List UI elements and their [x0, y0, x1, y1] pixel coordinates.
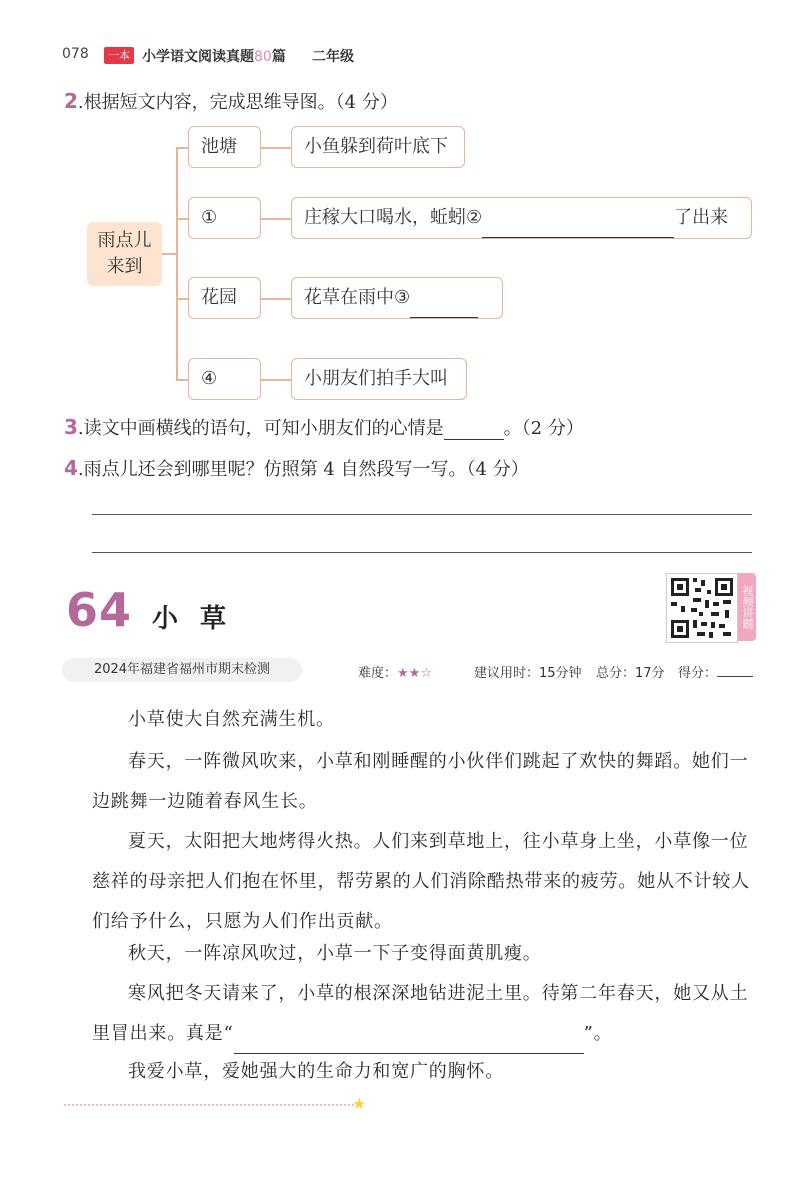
qr-code-graphic [667, 574, 737, 642]
question-4 [64, 455, 529, 481]
difficulty-label: 难度： [358, 666, 398, 681]
mind-map-content-3 [291, 277, 503, 319]
answer-line[interactable] [92, 514, 752, 515]
section-title: 小草 [152, 604, 249, 634]
question-3-number: 3 [64, 415, 78, 439]
suggested-time: 建议用时：15分钟 [474, 666, 582, 681]
mind-map-connector [261, 298, 291, 300]
score [678, 662, 753, 681]
passage-paragraph-5-before: 寒风把冬天请来了，小草的根深深地钻进泥土里。待第二年春天，她又从土里冒出来。真是“ [92, 983, 749, 1044]
source-label: 2024年福建省福州市期末检测 [62, 658, 302, 682]
passage-paragraph-2: 春天，一阵微风吹来，小草和刚睡醒的小伙伴们跳起了欢快的舞蹈。她们一边跳舞一边随着春风生长。 [92, 751, 749, 812]
grade-label: 二年级 [312, 49, 354, 65]
mind-map-place-4: ④ [188, 358, 261, 400]
passage-paragraph-5-after: ”。 [583, 1023, 613, 1044]
mind-map-place-1: 池塘 [188, 126, 261, 168]
brand-badge: 一本 [104, 47, 134, 64]
mind-map-connector [261, 379, 291, 381]
passage-paragraph-6: 我爱小草，爱她强大的生命力和宽广的胸怀。 [128, 1061, 504, 1082]
mind-map-connector [176, 147, 188, 149]
score-blank[interactable] [717, 664, 753, 677]
passage-paragraph-5 [92, 974, 757, 1054]
mind-map-content-2-after: 了出来 [674, 207, 729, 228]
mind-map-content-3-before: 花草在雨中③ [304, 287, 411, 308]
passage-paragraph-1: 小草使大自然充满生机。 [128, 709, 335, 730]
mind-map-content-1: 小鱼躲到荷叶底下 [291, 126, 465, 168]
mind-map-root-line2: 来到 [106, 256, 143, 277]
mind-map-root [87, 222, 162, 286]
star-icon: ★ [352, 1094, 367, 1113]
mind-map-place-3: 花园 [188, 277, 261, 319]
question-3-text-after: 。（2 分） [503, 418, 584, 439]
question-4-text: .雨点儿还会到哪里呢？仿照第 4 自然段写一写。（4 分） [77, 459, 529, 480]
page-number: 078 [62, 46, 89, 62]
answer-line[interactable] [92, 552, 752, 553]
fill-blank[interactable] [234, 1027, 584, 1054]
book-title-suffix: 篇 [271, 49, 286, 65]
fill-blank[interactable] [410, 293, 478, 318]
book-title-prefix: 小学语文阅读真题 [142, 49, 254, 65]
mind-map-place-2: ① [188, 197, 261, 239]
mind-map-connector [261, 147, 291, 149]
mind-map-connector [176, 379, 188, 381]
question-3-text-before: .读文中画横线的语句，可知小朋友们的心情是 [77, 418, 444, 439]
question-2-number: 2 [64, 89, 78, 113]
mind-map-content-4: 小朋友们拍手大叫 [291, 358, 467, 400]
total-score: 总分：17分 [596, 666, 665, 681]
mind-map-connector [261, 218, 291, 220]
mind-map-trunk [176, 147, 178, 379]
mind-map-content-2 [291, 197, 752, 239]
section-number: 64 [66, 583, 133, 637]
difficulty [358, 662, 432, 681]
mind-map-connector [176, 298, 188, 300]
passage-paragraph-3: 夏天，太阳把大地烤得火热。人们来到草地上，往小草身上坐，小草像一位慈祥的母亲把人们抱在怀里，帮劳累的人们消除酷热带来的疲劳。她从不计较人们给予什么，只愿为人们作出贡献。 [92, 831, 750, 932]
mind-map-root-line1: 雨点儿 [97, 230, 152, 251]
dotted-divider [64, 1104, 354, 1106]
fill-blank[interactable] [482, 213, 674, 238]
qr-code[interactable] [666, 573, 738, 643]
mind-map-connector [162, 253, 176, 255]
info-bar [62, 658, 762, 684]
book-title-count: 80 [254, 49, 272, 65]
mind-map-connector [176, 218, 188, 220]
question-2 [64, 88, 398, 114]
question-3 [64, 414, 584, 440]
question-4-number: 4 [64, 456, 78, 480]
difficulty-stars-icon: ★★☆ [397, 666, 432, 681]
mind-map-content-2-before: 庄稼大口喝水，蚯蚓② [304, 207, 483, 228]
score-label: 得分： [678, 666, 718, 681]
fill-blank[interactable] [444, 419, 504, 440]
question-2-text: .根据短文内容，完成思维导图。（4 分） [77, 92, 398, 113]
passage-paragraph-4: 秋天，一阵凉风吹过，小草一下子变得面黄肌瘦。 [128, 943, 542, 964]
book-title [142, 46, 286, 66]
video-explain-tab[interactable]: 视频讲题 [738, 573, 756, 641]
